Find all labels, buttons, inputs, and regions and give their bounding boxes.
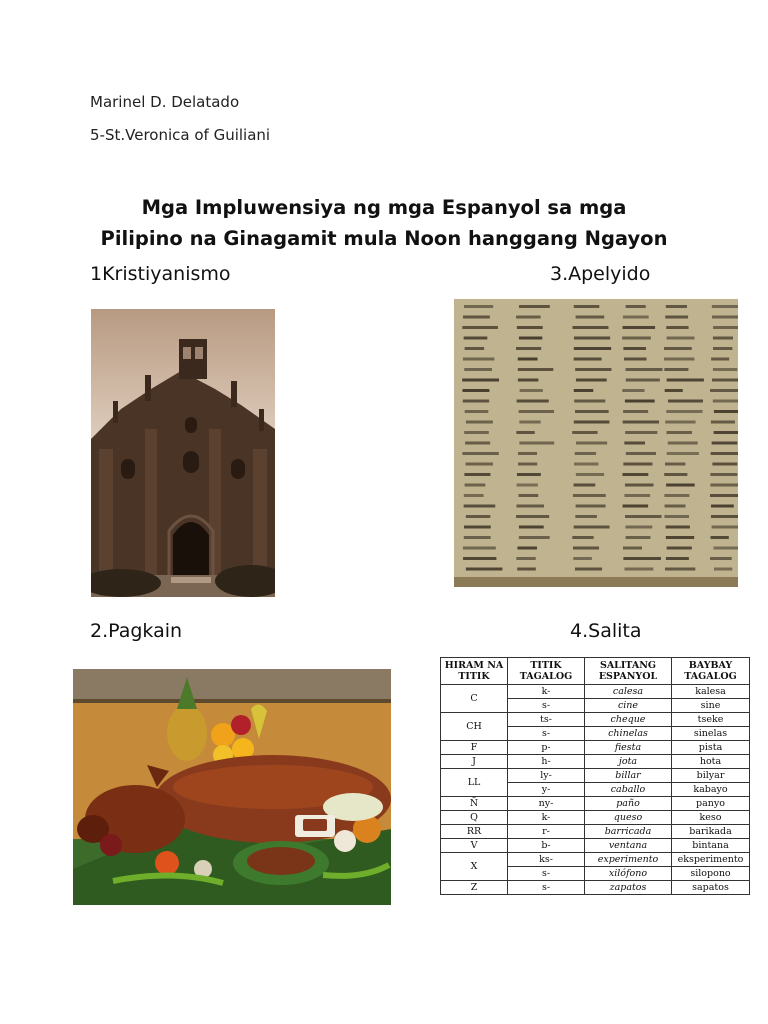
cell-baybay-tagalog: pista bbox=[672, 741, 750, 755]
cell-titik-tagalog: ks- bbox=[508, 853, 585, 867]
cell-salitang-espanyol: zapatos bbox=[585, 881, 672, 895]
cell-baybay-tagalog: barikada bbox=[672, 825, 750, 839]
cell-salitang-espanyol: queso bbox=[585, 811, 672, 825]
cell-baybay-tagalog: sinelas bbox=[672, 727, 750, 741]
cell-salitang-espanyol: billar bbox=[585, 769, 672, 783]
cell-salitang-espanyol: jota bbox=[585, 755, 672, 769]
cell-hiram-letter: Q bbox=[441, 811, 508, 825]
cell-hiram-letter: J bbox=[441, 755, 508, 769]
title-line-2: Pilipino na Ginagamit mula Noon hanggang Ngayon bbox=[100, 227, 668, 250]
table-row bbox=[441, 839, 750, 853]
cell-baybay-tagalog: hota bbox=[672, 755, 750, 769]
surname-list-photo bbox=[454, 299, 738, 587]
table-row bbox=[441, 713, 750, 727]
cell-titik-tagalog: ny- bbox=[508, 797, 585, 811]
cell-titik-tagalog: ly- bbox=[508, 769, 585, 783]
heading-salita: 4.Salita bbox=[570, 620, 642, 642]
cell-hiram-letter: F bbox=[441, 741, 508, 755]
header-titik-tagalog: TITIK TAGALOG bbox=[508, 658, 585, 685]
table-row bbox=[441, 811, 750, 825]
cell-titik-tagalog: h- bbox=[508, 755, 585, 769]
table-row bbox=[441, 825, 750, 839]
cell-salitang-espanyol: fiesta bbox=[585, 741, 672, 755]
cell-titik-tagalog: s- bbox=[508, 881, 585, 895]
table-row bbox=[441, 685, 750, 699]
page-title bbox=[0, 192, 768, 254]
salita-table-header bbox=[441, 658, 750, 685]
cell-baybay-tagalog: keso bbox=[672, 811, 750, 825]
cell-salitang-espanyol: ventana bbox=[585, 839, 672, 853]
salita-table-container bbox=[440, 657, 750, 895]
heading-pagkain: 2.Pagkain bbox=[90, 620, 183, 642]
cell-titik-tagalog: ts- bbox=[508, 713, 585, 727]
cell-salitang-espanyol: barricada bbox=[585, 825, 672, 839]
cell-hiram-letter: V bbox=[441, 839, 508, 853]
header-hiram-na-titik: HIRAM NA TITIK bbox=[441, 658, 508, 685]
cell-baybay-tagalog: bintana bbox=[672, 839, 750, 853]
cell-titik-tagalog: s- bbox=[508, 727, 585, 741]
cell-titik-tagalog: y- bbox=[508, 783, 585, 797]
cell-hiram-letter: RR bbox=[441, 825, 508, 839]
table-row bbox=[441, 797, 750, 811]
cell-salitang-espanyol: cine bbox=[585, 699, 672, 713]
cell-hiram-letter: CH bbox=[441, 713, 508, 741]
author-name: Marinel D. Delatado bbox=[90, 93, 240, 111]
cell-baybay-tagalog: tseke bbox=[672, 713, 750, 727]
cell-titik-tagalog: s- bbox=[508, 699, 585, 713]
cell-baybay-tagalog: eksperimento bbox=[672, 853, 750, 867]
cell-baybay-tagalog: kabayo bbox=[672, 783, 750, 797]
header-salitang-espanyol: SALITANG ESPANYOL bbox=[585, 658, 672, 685]
table-row bbox=[441, 769, 750, 783]
lechon-photo bbox=[73, 669, 391, 905]
cell-baybay-tagalog: sapatos bbox=[672, 881, 750, 895]
heading-apelyido: 3.Apelyido bbox=[550, 263, 651, 285]
table-row bbox=[441, 881, 750, 895]
cell-hiram-letter: X bbox=[441, 853, 508, 881]
cell-titik-tagalog: b- bbox=[508, 839, 585, 853]
cell-hiram-letter: Z bbox=[441, 881, 508, 895]
cell-titik-tagalog: r- bbox=[508, 825, 585, 839]
cell-titik-tagalog: s- bbox=[508, 867, 585, 881]
cell-salitang-espanyol: cheque bbox=[585, 713, 672, 727]
church-photo bbox=[91, 309, 275, 597]
cell-titik-tagalog: k- bbox=[508, 811, 585, 825]
cell-titik-tagalog: p- bbox=[508, 741, 585, 755]
cell-hiram-letter: LL bbox=[441, 769, 508, 797]
heading-kristiyanismo: 1Kristiyanismo bbox=[90, 263, 231, 285]
header-baybay-tagalog: BAYBAY TAGALOG bbox=[672, 658, 750, 685]
title-line-1: Mga Impluwensiya ng mga Espanyol sa mga bbox=[141, 196, 627, 219]
cell-baybay-tagalog: panyo bbox=[672, 797, 750, 811]
table-row bbox=[441, 853, 750, 867]
cell-hiram-letter: Ñ bbox=[441, 797, 508, 811]
table-row bbox=[441, 741, 750, 755]
cell-salitang-espanyol: chinelas bbox=[585, 727, 672, 741]
cell-salitang-espanyol: calesa bbox=[585, 685, 672, 699]
cell-baybay-tagalog: silopono bbox=[672, 867, 750, 881]
table-row bbox=[441, 755, 750, 769]
cell-salitang-espanyol: xilófono bbox=[585, 867, 672, 881]
cell-salitang-espanyol: caballo bbox=[585, 783, 672, 797]
cell-titik-tagalog: k- bbox=[508, 685, 585, 699]
cell-baybay-tagalog: bilyar bbox=[672, 769, 750, 783]
cell-salitang-espanyol: paño bbox=[585, 797, 672, 811]
cell-hiram-letter: C bbox=[441, 685, 508, 713]
salita-table bbox=[440, 657, 750, 895]
cell-salitang-espanyol: experimento bbox=[585, 853, 672, 867]
class-section: 5-St.Veronica of Guiliani bbox=[90, 126, 271, 144]
cell-baybay-tagalog: sine bbox=[672, 699, 750, 713]
cell-baybay-tagalog: kalesa bbox=[672, 685, 750, 699]
